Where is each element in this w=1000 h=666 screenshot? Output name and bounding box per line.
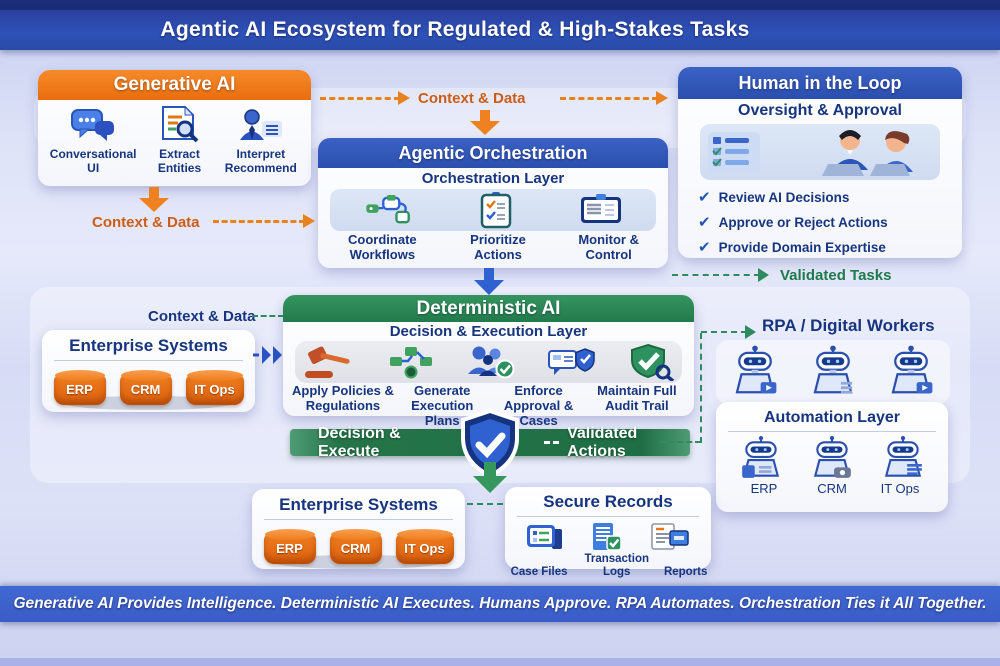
secure-records-box [505, 487, 711, 578]
human-check-label: Review AI Decisions [718, 190, 850, 206]
crm-cylinder-icon [120, 375, 172, 405]
enterprise-bottom-title: Enterprise Systems [279, 495, 438, 514]
system-label: IT Ops [194, 382, 235, 398]
down-arrow-orange-icon [468, 110, 502, 136]
deterministic-title: Deterministic AI [416, 297, 561, 319]
check-icon: ✔ [698, 189, 711, 207]
orchestration-subtitle: Orchestration Layer [421, 170, 565, 187]
footer-bar [0, 586, 1000, 622]
robot-icon [811, 436, 853, 482]
divider [728, 431, 936, 432]
divider [517, 516, 699, 517]
generative-ai-box [38, 70, 311, 186]
enterprise-systems-left-box [42, 330, 255, 412]
deterministic-item-label: Enforce Approval & Cases [503, 383, 574, 429]
generative-ai-item [143, 105, 215, 176]
context-data-top-label: Context & Data [418, 90, 526, 107]
doc-search-icon [159, 105, 199, 143]
bottom-edge-strip [0, 658, 1000, 666]
footer-tagline: Generative AI Provides Intelligence. Deterministic AI Executes. Humans Approve. RPA Automates. Orchestration Ties it All Together. [13, 595, 987, 612]
system-label: CRM [340, 541, 371, 557]
automation-system-label: CRM [817, 481, 847, 497]
orchestration-box [318, 138, 668, 268]
robot-icon [887, 345, 935, 399]
system-label: ERP [66, 382, 93, 398]
down-arrow-green-icon [471, 462, 509, 494]
context-data-left-label: Context & Data [92, 214, 200, 231]
human-check-item [698, 188, 962, 206]
erp-cylinder-icon [54, 375, 106, 405]
context-data-arrow-segment [320, 97, 400, 100]
down-arrow-blue-icon [472, 268, 506, 296]
generative-ai-header [38, 70, 311, 100]
case-files-icon [526, 523, 564, 551]
arrow-right-icon [758, 268, 769, 282]
divider [54, 360, 243, 361]
banner-right-label: Validated Actions [567, 424, 638, 460]
robot-icon [740, 436, 782, 482]
itops-cylinder-icon [186, 375, 244, 405]
page-title: Agentic AI Ecosystem for Regulated & High-Stakes Tasks [160, 18, 750, 41]
check-icon: ✔ [698, 214, 711, 232]
orchestration-header [318, 138, 668, 168]
generative-ai-item [218, 107, 304, 176]
automation-system-label: ERP [750, 481, 778, 497]
human-loop-title: Human in the Loop [738, 72, 902, 93]
generative-ai-item [45, 107, 141, 176]
secure-record-label: Reports [663, 565, 708, 578]
deterministic-item-label: Maintain Full Audit Trail [597, 383, 677, 414]
flowchart-icon [388, 345, 434, 379]
deterministic-item-label: Generate Execution Plans [411, 383, 474, 429]
workflow-icon [363, 194, 413, 226]
orchestration-item-label: Coordinate Workflows [348, 232, 417, 263]
orchestration-icon-band [330, 189, 656, 231]
robot-icon [809, 345, 857, 399]
double-chevron-right-icon [252, 344, 286, 366]
context-data-mid-label: Context & Data [148, 308, 256, 325]
gavel-icon [303, 345, 355, 379]
system-label: CRM [130, 382, 161, 398]
reports-icon [650, 523, 690, 551]
doc-check-icon [591, 522, 623, 552]
bottom-boxes-dashes [467, 503, 503, 505]
clipboard-check-icon [479, 191, 513, 229]
arrow-right-icon [303, 214, 315, 228]
secure-records-title: Secure Records [543, 492, 673, 511]
orchestration-item-label: Prioritize Actions [470, 232, 526, 263]
chat-icon [70, 107, 116, 143]
human-loop-illustration [700, 124, 940, 180]
rpa-title: RPA / Digital Workers [762, 316, 935, 335]
robot-icon [882, 436, 924, 482]
context-data-mid-dashes [252, 315, 284, 317]
banner-dash [544, 441, 559, 444]
human-check-label: Provide Domain Expertise [718, 240, 886, 256]
deterministic-subtitle: Decision & Execution Layer [389, 323, 588, 340]
banner-left-label: Decision & Execute [318, 424, 401, 460]
orchestration-item-label: Monitor & Control [578, 232, 639, 263]
automation-layer-title: Automation Layer [763, 409, 900, 426]
generative-ai-title: Generative AI [113, 74, 236, 95]
deterministic-ai-box [283, 295, 694, 429]
oversight-illustration-icon [700, 124, 940, 180]
enterprise-systems-bottom-box [252, 489, 465, 569]
arrow-right-icon [745, 325, 756, 339]
rpa-connector-vertical [700, 333, 702, 443]
human-check-item [698, 213, 962, 231]
secure-record-label: Case Files [510, 565, 568, 578]
person-card-icon [238, 107, 284, 143]
crm-cylinder-icon [330, 534, 382, 564]
down-arrow-orange-icon [138, 187, 170, 213]
generative-ai-item-label: Conversational UI [49, 147, 137, 175]
human-loop-box [678, 67, 962, 258]
monitor-icon [579, 194, 623, 226]
human-check-label: Approve or Reject Actions [718, 215, 888, 231]
arrow-right-icon [398, 91, 410, 105]
divider [264, 519, 453, 520]
badge-check-icon [547, 346, 595, 378]
robot-icon [731, 345, 779, 399]
system-label: ERP [276, 541, 303, 557]
orchestration-title: Agentic Orchestration [398, 142, 588, 163]
generative-ai-item-label: Interpret Recommend [224, 147, 297, 175]
erp-cylinder-icon [264, 534, 316, 564]
validated-tasks-arrow [672, 274, 760, 276]
context-data-left-arrow [213, 220, 305, 223]
shield-audit-icon [628, 343, 674, 381]
validated-tasks-label: Validated Tasks [780, 267, 892, 284]
deterministic-header [283, 295, 694, 322]
itops-cylinder-icon [396, 534, 454, 564]
rpa-connector-top [701, 331, 747, 333]
people-check-icon [467, 345, 515, 379]
human-loop-subtitle: Oversight & Approval [738, 102, 902, 119]
deterministic-icon-band [295, 341, 682, 383]
human-loop-header [678, 67, 962, 99]
enterprise-left-title: Enterprise Systems [69, 336, 228, 355]
secure-record-label: Transaction Logs [584, 552, 650, 578]
rpa-robots-band [716, 340, 950, 404]
context-data-arrow-segment [560, 97, 658, 100]
check-icon: ✔ [698, 239, 711, 257]
arrow-right-icon [656, 91, 668, 105]
rpa-connector-bottom [660, 441, 701, 443]
title-bar [0, 10, 1000, 50]
automation-layer-box [716, 402, 948, 512]
automation-system-label: IT Ops [880, 481, 920, 497]
generative-ai-item-label: Extract Entities [157, 147, 202, 175]
system-label: IT Ops [404, 541, 445, 557]
deterministic-item-label: Apply Policies & Regulations [292, 383, 394, 414]
human-check-item [698, 238, 962, 256]
